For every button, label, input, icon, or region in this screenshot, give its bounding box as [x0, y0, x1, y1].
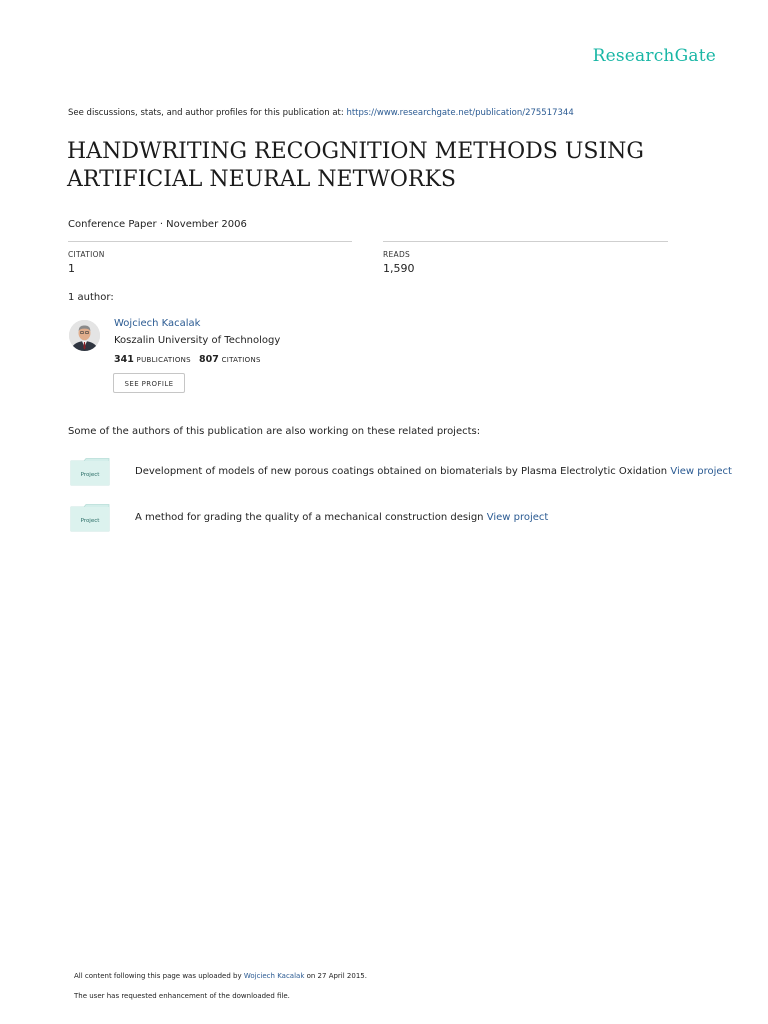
publication-type-date: Conference Paper · November 2006: [68, 219, 247, 230]
project-description: A method for grading the quality of a mechanical construction design: [135, 512, 484, 523]
publication-url-link[interactable]: https://www.researchgate.net/publication/275517344: [346, 108, 574, 118]
reads-divider: [383, 241, 668, 242]
citation-label: CITATION: [68, 250, 105, 259]
authors-heading: 1 author:: [68, 292, 114, 303]
author-institution: Koszalin University of Technology: [114, 335, 281, 346]
author-avatar[interactable]: [69, 320, 100, 351]
citations-label: CITATIONS: [221, 356, 261, 364]
view-project-link[interactable]: View project: [486, 512, 549, 523]
uploader-link[interactable]: Wojciech Kacalak: [243, 972, 305, 980]
upload-note: [74, 972, 367, 980]
project-description: Development of models of new porous coatings obtained on biomaterials by Plasma Electrolytic Oxidation: [135, 466, 668, 477]
project-folder-icon[interactable]: [70, 504, 110, 532]
citation-value: 1: [68, 262, 75, 275]
upload-prefix: All content following this page was uploaded by: [74, 972, 244, 980]
author-stats: [114, 354, 261, 365]
author-name-link[interactable]: Wojciech Kacalak: [114, 318, 201, 329]
reads-value: 1,590: [383, 262, 415, 275]
project-icon-label: Project: [80, 518, 100, 524]
title-line-1: HANDWRITING RECOGNITION METHODS USING: [67, 139, 644, 164]
view-project-link[interactable]: View project: [670, 466, 732, 477]
discussion-line: [68, 108, 574, 118]
researchgate-logo[interactable]: ResearchGate: [592, 46, 716, 66]
enhancement-note: The user has requested enhancement of the downloaded file.: [74, 992, 290, 1000]
project-item: [135, 466, 732, 477]
publication-title: [67, 138, 707, 194]
project-icon-label: Project: [80, 472, 100, 478]
discussion-prefix: See discussions, stats, and author profiles for this publication at:: [68, 108, 347, 118]
related-projects-heading: Some of the authors of this publication are also working on these related projects:: [68, 426, 481, 437]
publications-label: PUBLICATIONS: [136, 356, 191, 364]
reads-label: READS: [383, 250, 411, 259]
project-folder-icon[interactable]: [70, 458, 110, 486]
citations-count: 807: [199, 354, 219, 365]
title-line-2: ARTIFICIAL NEURAL NETWORKS: [67, 167, 457, 192]
upload-suffix: on 27 April 2015.: [304, 972, 367, 980]
project-item: [135, 512, 548, 523]
citation-divider: [68, 241, 352, 242]
see-profile-button[interactable]: SEE PROFILE: [113, 373, 185, 393]
publications-count: 341: [114, 354, 134, 365]
avatar-portrait-icon: [69, 320, 100, 351]
